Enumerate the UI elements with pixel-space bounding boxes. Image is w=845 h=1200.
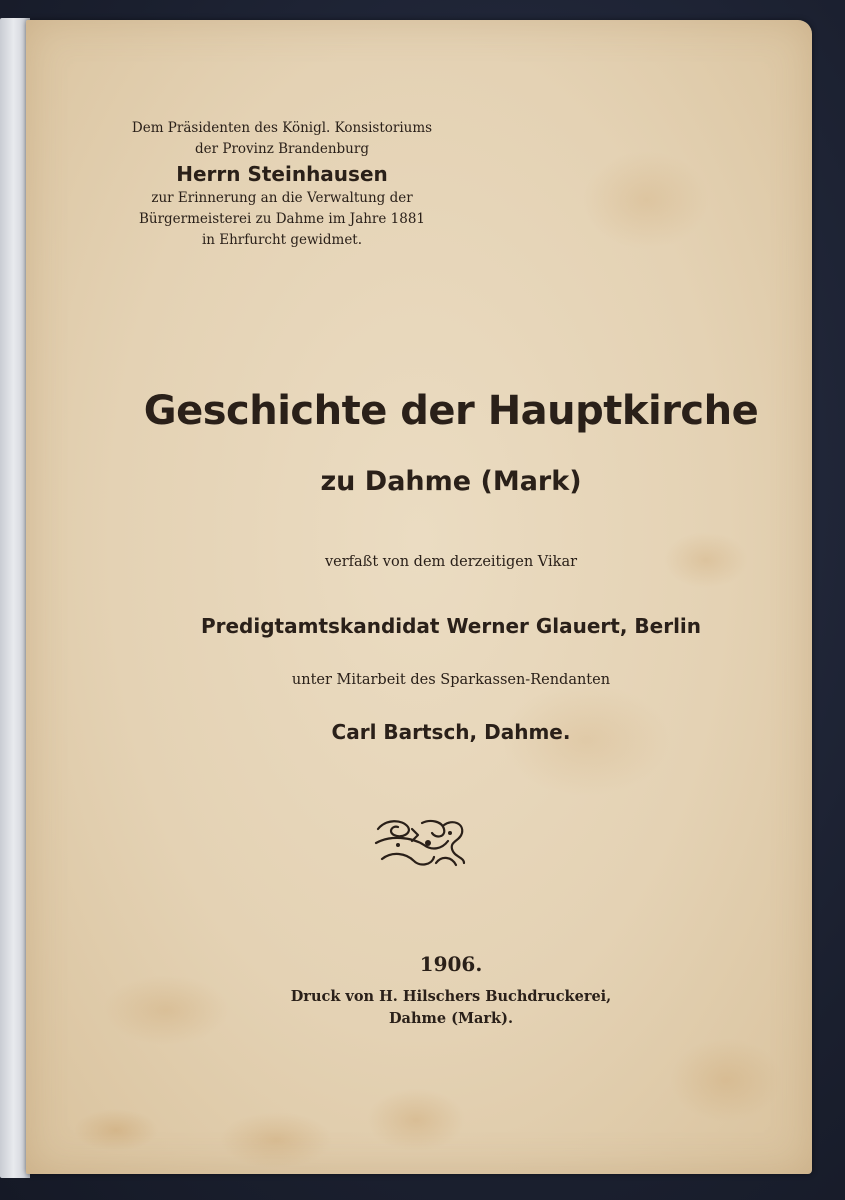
collaboration-line: unter Mitarbeit des Sparkassen-Rendanten <box>291 672 611 688</box>
dedication-recipient: Herrn Steinhausen <box>176 162 388 186</box>
dedication-line: der Provinz Brandenburg <box>195 141 369 157</box>
art-nouveau-ornament-icon <box>372 815 468 869</box>
printer-line: Druck von H. Hilschers Buchdruckerei, <box>290 988 612 1005</box>
dedication-block <box>82 118 482 251</box>
printer-block <box>86 986 816 1030</box>
publication-year: 1906. <box>419 952 483 976</box>
dedication-line: in Ehrfurcht gewidmet. <box>201 232 363 248</box>
title-page <box>26 20 812 1174</box>
book-subtitle: zu Dahme (Mark) <box>320 466 582 497</box>
book-title: Geschichte der Hauptkirche <box>143 388 759 434</box>
author-name: Predigtamtskandidat Werner Glauert, Berlin <box>200 614 702 638</box>
dedication-line: zur Erinnerung an die Verwaltung der <box>151 190 413 206</box>
authored-by-line: verfaßt von dem derzeitigen Vikar <box>324 554 578 570</box>
dedication-line: Bürgermeisterei zu Dahme im Jahre 1881 <box>138 211 426 227</box>
printer-location: Dahme (Mark). <box>388 1010 514 1027</box>
collaborator-name: Carl Bartsch, Dahme. <box>331 720 571 744</box>
dedication-line: Dem Präsidenten des Königl. Konsistoriums <box>131 120 433 136</box>
